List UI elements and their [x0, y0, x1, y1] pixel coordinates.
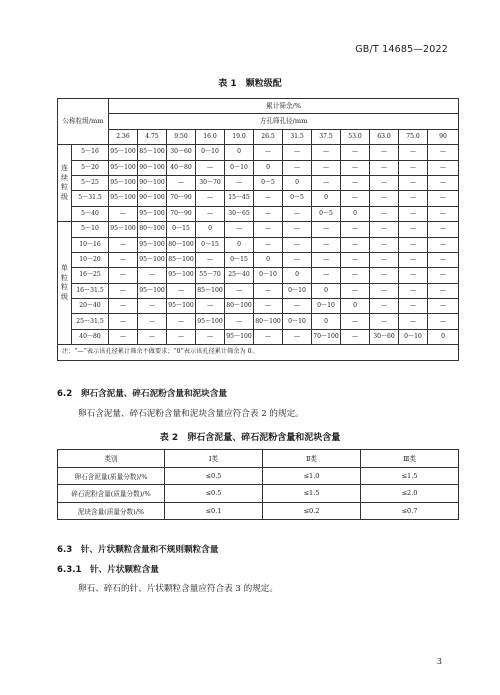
value-cell: —	[399, 237, 428, 252]
value-cell: 0	[312, 191, 341, 206]
size-cell: 5～16	[72, 145, 109, 160]
value-cell: —	[399, 268, 428, 283]
table2-caption: 表 2 卵石含泥量、碎石泥粉含量和泥块含量	[159, 433, 341, 443]
size-cell: 20～40	[72, 299, 109, 314]
value-cell: 30～65	[225, 206, 254, 221]
value-cell: 95～100	[109, 191, 138, 206]
value-cell: —	[341, 268, 370, 283]
cumulative-header: 累计筛余/%	[109, 99, 459, 114]
sieve-size: 53.0	[341, 129, 370, 144]
value-cell: —	[428, 283, 459, 298]
value-cell: —	[399, 299, 428, 314]
value-cell: 0～10	[225, 160, 254, 175]
value-cell: 0	[341, 206, 370, 221]
table-row	[58, 329, 459, 344]
value-cell: —	[283, 329, 312, 344]
value-cell: —	[341, 237, 370, 252]
value-cell: 80～100	[225, 299, 254, 314]
value-cell: —	[399, 160, 428, 175]
value-cell: 0～15	[167, 222, 196, 237]
column-header: Ⅰ类	[165, 450, 263, 468]
value-cell: 95～100	[196, 314, 225, 329]
size-cell: 10～20	[72, 252, 109, 267]
value-cell: —	[370, 237, 399, 252]
value-cell: —	[283, 299, 312, 314]
table-row	[58, 299, 459, 314]
value-cell: ≤0.1	[165, 502, 263, 520]
sieve-size: 9.50	[167, 129, 196, 144]
value-cell: 80～100	[138, 222, 167, 237]
value-cell: —	[399, 206, 428, 221]
section-6-2-text: 卵石含泥量、碎石泥粉含量和泥块含量应符合表 2 的规定。	[78, 409, 304, 419]
value-cell: 95～100	[138, 206, 167, 221]
value-cell: —	[428, 222, 459, 237]
sieve-size: 4.75	[138, 129, 167, 144]
value-cell: —	[254, 329, 283, 344]
size-cell: 25～31.5	[72, 314, 109, 329]
value-cell: —	[370, 206, 399, 221]
value-cell: ≤0.7	[361, 502, 459, 520]
value-cell: —	[196, 191, 225, 206]
value-cell: —	[370, 175, 399, 190]
table-row	[58, 467, 459, 485]
value-cell: 0	[225, 237, 254, 252]
value-cell: 95～100	[109, 145, 138, 160]
value-cell: —	[428, 314, 459, 329]
size-cell: 16～31.5	[72, 283, 109, 298]
nominal-size-header: 公称粒级/mm	[58, 99, 109, 145]
value-cell: 0～10	[312, 299, 341, 314]
value-cell: —	[109, 237, 138, 252]
size-cell: 16～25	[72, 268, 109, 283]
table-row	[58, 175, 459, 190]
value-cell: ≤1.5	[361, 467, 459, 485]
size-cell: 5～40	[72, 206, 109, 221]
value-cell: —	[196, 299, 225, 314]
size-cell: 10～16	[72, 237, 109, 252]
value-cell: 0	[196, 222, 225, 237]
column-header: 类别	[58, 450, 165, 468]
value-cell: —	[370, 160, 399, 175]
section-6-3-heading: 6.3 针、片状颗粒含量和不规则颗粒含量	[57, 545, 219, 555]
value-cell: 0	[283, 175, 312, 190]
value-cell: —	[312, 222, 341, 237]
value-cell: —	[196, 160, 225, 175]
value-cell: 95～100	[109, 222, 138, 237]
value-cell: 0～5	[283, 191, 312, 206]
table-row	[58, 145, 459, 160]
section-6-3-1-text: 卵石、碎石的针、片状颗粒含量应符合表 3 的规定。	[78, 584, 278, 594]
sieve-size: 31.5	[283, 129, 312, 144]
value-cell: —	[399, 283, 428, 298]
value-cell: —	[428, 237, 459, 252]
value-cell: —	[428, 175, 459, 190]
value-cell: 30～60	[370, 329, 399, 344]
value-cell: —	[312, 252, 341, 267]
value-cell: 90～100	[138, 191, 167, 206]
value-cell: —	[196, 252, 225, 267]
value-cell: 40～80	[167, 160, 196, 175]
value-cell: —	[254, 222, 283, 237]
value-cell: —	[138, 329, 167, 344]
value-cell: —	[428, 145, 459, 160]
value-cell: 0～10	[283, 283, 312, 298]
value-cell: 0	[225, 145, 254, 160]
grading-table	[57, 98, 459, 361]
sieve-size: 19.0	[225, 129, 254, 144]
table-row	[58, 252, 459, 267]
value-cell: —	[341, 145, 370, 160]
sieve-size: 63.0	[370, 129, 399, 144]
value-cell: 70～90	[167, 206, 196, 221]
value-cell: —	[341, 314, 370, 329]
value-cell: —	[167, 175, 196, 190]
value-cell: —	[254, 237, 283, 252]
sieve-size: 2.36	[109, 129, 138, 144]
value-cell: —	[341, 222, 370, 237]
value-cell: 0	[312, 283, 341, 298]
value-cell: —	[370, 299, 399, 314]
table-row	[58, 237, 459, 252]
value-cell: —	[109, 252, 138, 267]
value-cell: —	[341, 283, 370, 298]
value-cell: —	[283, 252, 312, 267]
value-cell: ≤0.5	[165, 485, 263, 503]
value-cell: —	[341, 252, 370, 267]
value-cell: 95～100	[167, 268, 196, 283]
value-cell: —	[428, 252, 459, 267]
value-cell: 25～40	[225, 268, 254, 283]
table-row	[58, 268, 459, 283]
value-cell: 0	[254, 160, 283, 175]
standard-code: GB/T 14685—2022	[355, 44, 448, 55]
value-cell: —	[254, 191, 283, 206]
value-cell: —	[399, 222, 428, 237]
value-cell: —	[167, 283, 196, 298]
sieve-header: 方孔筛孔径/mm	[109, 114, 459, 129]
row-label: 碎石泥粉含量(质量分数)/%	[58, 485, 165, 503]
table-row	[58, 283, 459, 298]
value-cell: —	[225, 283, 254, 298]
value-cell: 95～100	[225, 329, 254, 344]
column-header: Ⅱ类	[263, 450, 361, 468]
value-cell: 15～45	[225, 191, 254, 206]
value-cell: —	[341, 160, 370, 175]
value-cell: —	[399, 252, 428, 267]
value-cell: —	[167, 314, 196, 329]
value-cell: —	[109, 314, 138, 329]
value-cell: —	[167, 329, 196, 344]
value-cell: 90～100	[138, 175, 167, 190]
value-cell: —	[370, 252, 399, 267]
value-cell: 55～70	[196, 268, 225, 283]
value-cell: 0～15	[225, 252, 254, 267]
value-cell: —	[254, 145, 283, 160]
value-cell: —	[196, 206, 225, 221]
value-cell: —	[370, 283, 399, 298]
table-row	[58, 206, 459, 221]
size-cell: 40～80	[72, 329, 109, 344]
value-cell: 0	[428, 329, 459, 344]
value-cell: —	[312, 145, 341, 160]
value-cell: —	[138, 314, 167, 329]
value-cell: —	[109, 206, 138, 221]
sieve-size: 26.5	[254, 129, 283, 144]
value-cell: —	[312, 160, 341, 175]
row-label: 卵石含泥量(质量分数)/%	[58, 467, 165, 485]
value-cell: —	[370, 268, 399, 283]
value-cell: 70～90	[167, 191, 196, 206]
mud-content-table	[57, 449, 459, 520]
value-cell: 0～5	[254, 175, 283, 190]
value-cell: —	[312, 237, 341, 252]
value-cell: 0	[254, 252, 283, 267]
value-cell: —	[225, 222, 254, 237]
value-cell: —	[399, 175, 428, 190]
table-row	[58, 222, 459, 237]
value-cell: —	[109, 268, 138, 283]
value-cell: —	[196, 329, 225, 344]
value-cell: 0～10	[283, 314, 312, 329]
value-cell: 85～100	[196, 283, 225, 298]
value-cell: 30～70	[196, 175, 225, 190]
value-cell: —	[138, 299, 167, 314]
row-label: 泥块含量(质量分数)/%	[58, 502, 165, 520]
value-cell: 30～60	[167, 145, 196, 160]
section-6-2-heading: 6.2 卵石含泥量、碎石泥粉含量和泥块含量	[57, 389, 227, 399]
page-number: 3	[436, 657, 442, 666]
section-6-3-1-heading: 6.3.1 针、片状颗粒含量	[57, 565, 159, 575]
table1-caption: 表 1 颗粒级配	[218, 79, 282, 89]
group-label: 单 粒 粒 级	[58, 222, 72, 345]
table-row	[58, 314, 459, 329]
group-label: 连 续 粒 级	[58, 145, 72, 222]
size-cell: 5～25	[72, 175, 109, 190]
value-cell: 95～100	[109, 160, 138, 175]
value-cell: —	[312, 175, 341, 190]
value-cell: 80～100	[167, 237, 196, 252]
value-cell: —	[341, 329, 370, 344]
value-cell: —	[254, 206, 283, 221]
size-cell: 5～31.5	[72, 191, 109, 206]
value-cell: ≤0.5	[165, 467, 263, 485]
value-cell: —	[109, 299, 138, 314]
value-cell: ≤0.2	[263, 502, 361, 520]
value-cell: 0	[283, 268, 312, 283]
value-cell: —	[370, 314, 399, 329]
size-cell: 5～10	[72, 222, 109, 237]
value-cell: ≤1.0	[263, 467, 361, 485]
size-cell: 5～20	[72, 160, 109, 175]
value-cell: —	[428, 299, 459, 314]
value-cell: 85～100	[167, 252, 196, 267]
sieve-size: 37.5	[312, 129, 341, 144]
sieve-size: 75.0	[399, 129, 428, 144]
value-cell: —	[109, 283, 138, 298]
value-cell: —	[370, 222, 399, 237]
value-cell: —	[399, 191, 428, 206]
value-cell: —	[254, 299, 283, 314]
value-cell: 95～100	[138, 237, 167, 252]
sieve-size: 16.0	[196, 129, 225, 144]
value-cell: 85～100	[138, 145, 167, 160]
value-cell: —	[254, 283, 283, 298]
column-header: Ⅲ类	[361, 450, 459, 468]
value-cell: 0～10	[399, 329, 428, 344]
value-cell: —	[428, 160, 459, 175]
value-cell: —	[370, 191, 399, 206]
value-cell: 0～5	[312, 206, 341, 221]
value-cell: ≤1.5	[263, 485, 361, 503]
value-cell: —	[399, 145, 428, 160]
value-cell: —	[341, 175, 370, 190]
value-cell: —	[283, 145, 312, 160]
value-cell: 0	[312, 314, 341, 329]
value-cell: 0	[341, 299, 370, 314]
table-row	[58, 160, 459, 175]
value-cell: 90～100	[138, 160, 167, 175]
value-cell: 70～100	[312, 329, 341, 344]
value-cell: —	[225, 314, 254, 329]
value-cell: 0～15	[196, 237, 225, 252]
value-cell: —	[312, 268, 341, 283]
value-cell: —	[283, 206, 312, 221]
value-cell: —	[283, 222, 312, 237]
value-cell: —	[341, 191, 370, 206]
value-cell: —	[138, 268, 167, 283]
value-cell: —	[283, 160, 312, 175]
value-cell: —	[428, 191, 459, 206]
value-cell: 95～100	[109, 175, 138, 190]
table-row	[58, 485, 459, 503]
table-row	[58, 502, 459, 520]
value-cell: 0～10	[196, 145, 225, 160]
table1-note: 注：“—”表示该孔径累计筛余不做要求；“0”表示该孔径累计筛余为 0。	[58, 345, 459, 360]
table-row	[58, 191, 459, 206]
sieve-size: 90	[428, 129, 459, 144]
value-cell: —	[399, 314, 428, 329]
value-cell: —	[283, 237, 312, 252]
value-cell: —	[428, 206, 459, 221]
value-cell: —	[225, 175, 254, 190]
value-cell: 95～100	[138, 252, 167, 267]
value-cell: —	[370, 145, 399, 160]
value-cell: —	[428, 268, 459, 283]
value-cell: 95～100	[167, 299, 196, 314]
value-cell: 80～100	[254, 314, 283, 329]
value-cell: 95～100	[138, 283, 167, 298]
value-cell: ≤2.0	[361, 485, 459, 503]
value-cell: —	[109, 329, 138, 344]
value-cell: 0～10	[254, 268, 283, 283]
